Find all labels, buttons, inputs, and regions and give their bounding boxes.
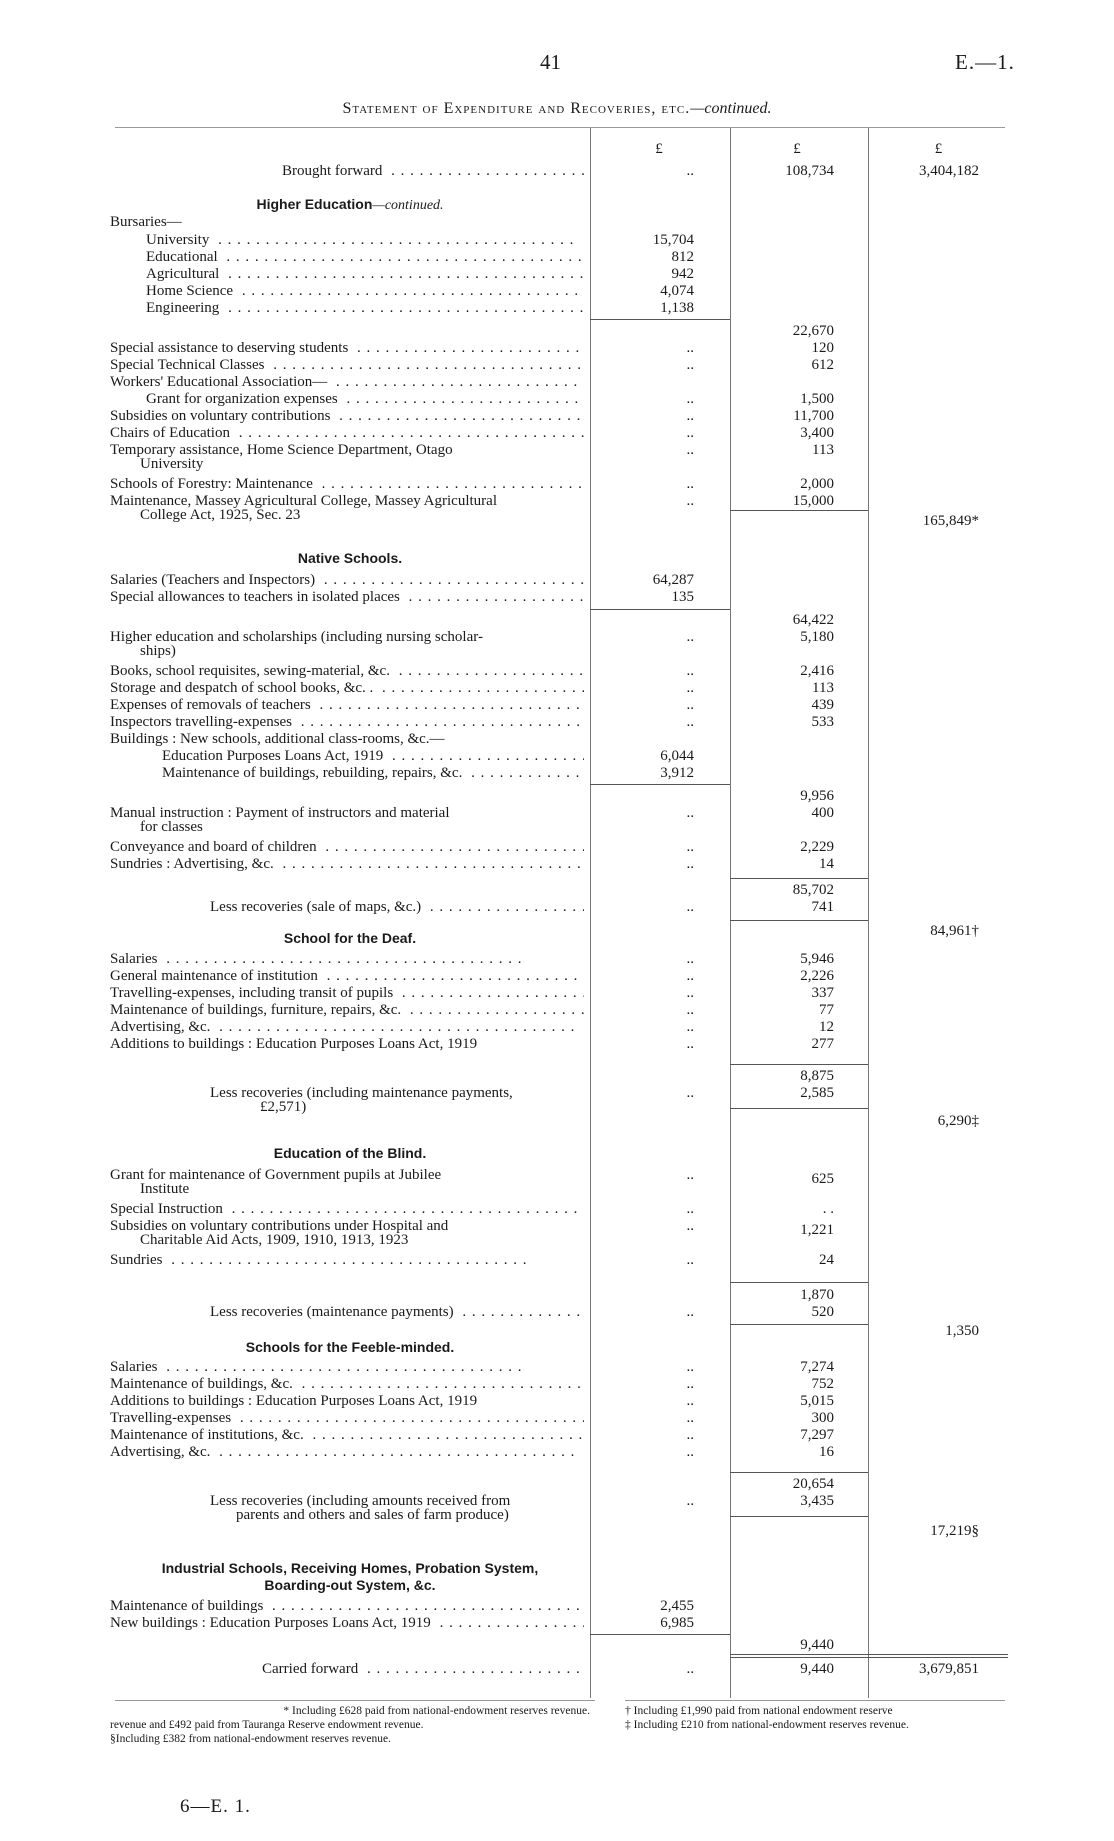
section-heading-text: Schools for the Feeble-minded. <box>245 1339 455 1355</box>
row-label-text: Subsidies on voluntary contributions <box>110 408 334 424</box>
amount-col1: .. <box>686 408 694 424</box>
amount-col1: 6,985 <box>660 1615 694 1631</box>
row-label <box>210 1303 584 1321</box>
amount-col1: 15,704 <box>652 232 694 248</box>
row-label-text: Temporary assistance, Home Science Department, Otago <box>110 442 457 458</box>
row-label <box>110 1426 584 1444</box>
row-label-text: Schools of Forestry: Maintenance <box>110 476 317 492</box>
amount-col2: 14 <box>819 856 834 872</box>
row-label <box>110 713 584 731</box>
row-label <box>262 1660 584 1678</box>
row-label-text: Manual instruction : Payment of instructors and material <box>110 805 454 821</box>
footnote-star: * Including £628 paid from national-endowment reserves revenue. <box>283 1705 590 1717</box>
row-label <box>110 571 584 589</box>
amount-col3: 6,290‡ <box>937 1113 979 1129</box>
row-label <box>162 747 584 765</box>
amount-col2: 16 <box>819 1444 834 1460</box>
amount-col1: .. <box>686 1002 694 1018</box>
row-label-text: Advertising, &c. <box>110 1019 214 1035</box>
footnote-rule-left <box>115 1700 595 1701</box>
amount-col2: 7,274 <box>800 1359 834 1375</box>
row-label-text: Storage and despatch of school books, &c. . <box>110 680 377 696</box>
amount-col2: 64,422 <box>792 612 834 628</box>
row-label-text: Home Science <box>146 283 237 299</box>
row-label <box>110 967 584 985</box>
section-school-for-deaf <box>110 930 590 946</box>
sum-rule <box>590 319 730 320</box>
amount-col1: .. <box>686 1444 694 1460</box>
amount-col2: 5,015 <box>800 1393 834 1409</box>
amount-col1: .. <box>686 805 694 821</box>
amount-col2: 11,700 <box>793 408 834 424</box>
sum-rule <box>590 784 730 785</box>
amount-col1: .. <box>686 629 694 645</box>
row-label <box>110 588 584 606</box>
amount-col2: 337 <box>811 985 834 1001</box>
row-label-text: Agricultural <box>146 266 223 282</box>
row-label <box>110 1392 584 1410</box>
section-industrial-schools-cont <box>110 1577 590 1593</box>
row-label <box>110 339 584 357</box>
amount-col1: 135 <box>671 589 694 605</box>
row-label-text: Additions to buildings : Education Purposes Loans Act, 1919 <box>110 1393 481 1409</box>
row-label <box>110 679 584 697</box>
amount-col1: .. <box>686 1252 694 1268</box>
amount-col2: 9,956 <box>800 788 834 804</box>
row-label-text: Sundries <box>110 1252 167 1268</box>
row-label-text: Travelling-expenses <box>110 1410 235 1426</box>
section-heading-text: Education of the Blind. <box>273 1145 427 1161</box>
row-label-continued: for classes <box>140 819 203 835</box>
row-label-text: Maintenance, Massey Agricultural College, Massey Agricultural <box>110 493 501 509</box>
amount-col2: 612 <box>811 357 834 373</box>
amount-col2: 85,702 <box>792 882 834 898</box>
row-label-text: Salaries (Teachers and Inspectors) <box>110 572 319 588</box>
row-label-text: Special Instruction <box>110 1201 227 1217</box>
amount-col1: .. <box>686 1427 694 1443</box>
row-label <box>146 390 584 408</box>
row-label-text: Advertising, &c. <box>110 1444 214 1460</box>
row-label <box>110 1251 584 1269</box>
sum-rule <box>730 1108 868 1109</box>
amount-col2: 741 <box>811 899 834 915</box>
row-label-text: General maintenance of institution <box>110 968 322 984</box>
amount-col1: .. <box>686 1410 694 1426</box>
row-label-continued: parents and others and sales of farm produce) <box>236 1507 509 1523</box>
row-label-text: Special assistance to deserving students <box>110 340 352 356</box>
row-label-text: Less recoveries (sale of maps, &c.) <box>210 899 425 915</box>
row-label-text: Maintenance of buildings, &c. <box>110 1376 297 1392</box>
section-heading-text: Industrial Schools, Receiving Homes, Probation System, <box>161 1560 539 1576</box>
amount-col1: .. <box>686 357 694 373</box>
amount-col1: .. <box>686 1661 694 1677</box>
section-education-of-blind <box>110 1145 590 1161</box>
row-label-text: Maintenance of buildings, rebuilding, repairs, &c. <box>162 765 466 781</box>
amount-col1: .. <box>686 899 694 915</box>
row-label-text: Salaries <box>110 1359 161 1375</box>
amount-col2: 2,226 <box>800 968 834 984</box>
row-label <box>110 855 584 873</box>
amount-col1: .. <box>686 1304 694 1320</box>
section-feeble-minded <box>110 1339 590 1355</box>
amount-col2: 113 <box>812 680 834 696</box>
amount-col2: 1,870 <box>800 1287 834 1303</box>
row-label <box>110 730 584 748</box>
amount-col1: .. <box>686 1201 694 1217</box>
row-label <box>162 764 584 782</box>
amount-col1: .. <box>686 476 694 492</box>
amount-col1: .. <box>686 1218 694 1234</box>
amount-col1: 2,455 <box>660 1598 694 1614</box>
row-label-text: Special Technical Classes <box>110 357 268 373</box>
col3-currency: £ <box>934 141 943 157</box>
amount-col1: .. <box>686 1493 694 1509</box>
amount-col2: 2,416 <box>800 663 834 679</box>
page-number: 41 <box>540 50 561 74</box>
sum-rule <box>730 1516 868 1517</box>
amount-col1: 3,912 <box>660 765 694 781</box>
amount-col1: 1,138 <box>660 300 694 316</box>
section-heading-text: Higher Education <box>256 196 373 212</box>
amount-col2: 520 <box>811 1304 834 1320</box>
amount-col2: 533 <box>811 714 834 730</box>
row-label-text: Less recoveries (including maintenance payments, <box>210 1085 517 1101</box>
amount-col2: 108,734 <box>785 163 834 179</box>
row-label <box>110 1375 584 1393</box>
row-label-continued: £2,571) <box>260 1099 307 1115</box>
amount-col3: 165,849* <box>922 513 979 529</box>
amount-col1: .. <box>686 391 694 407</box>
sum-rule <box>730 1472 868 1473</box>
row-label-text: Maintenance of institutions, &c. <box>110 1427 308 1443</box>
page-title <box>0 100 1114 118</box>
amount-col1: .. <box>686 1376 694 1392</box>
amount-col1: .. <box>686 968 694 984</box>
amount-col1: .. <box>686 1036 694 1052</box>
footnote-double-dagger: ‡ Including £210 from national-endowment reserves revenue. <box>625 1719 909 1731</box>
amount-col2: 113 <box>812 442 834 458</box>
amount-col2: 24 <box>819 1252 834 1268</box>
row-label-text: Carried forward <box>262 1661 362 1677</box>
amount-col2: 300 <box>811 1410 834 1426</box>
row-label <box>110 1200 584 1218</box>
row-label <box>110 1001 584 1019</box>
row-label <box>110 984 584 1002</box>
row-label-text: Expenses of removals of teachers <box>110 697 315 713</box>
amount-col2: 277 <box>811 1036 834 1052</box>
amount-col1: 6,044 <box>660 748 694 764</box>
amount-col1: .. <box>686 163 694 179</box>
row-label-continued: Institute <box>140 1181 190 1197</box>
sum-rule <box>730 1324 868 1325</box>
section-native-schools <box>110 550 590 566</box>
section-heading-text: Boarding-out System, &c. <box>264 1577 436 1593</box>
row-label-text: Additions to buildings : Education Purposes Loans Act, 1919 <box>110 1036 481 1052</box>
row-label-text: Brought forward <box>282 163 386 179</box>
row-label <box>146 282 584 300</box>
amount-col1: 4,074 <box>660 283 694 299</box>
row-label-text: Maintenance of buildings <box>110 1598 267 1614</box>
row-label <box>110 1597 584 1615</box>
footnote-rule-right <box>625 1700 1005 1701</box>
amount-col1: .. <box>686 1085 694 1101</box>
amount-col2: 625 <box>811 1171 834 1187</box>
signature-mark: 6—E. 1. <box>180 1796 251 1817</box>
amount-col1: .. <box>686 680 694 696</box>
row-label-continued: ships) <box>140 643 176 659</box>
amount-col1: .. <box>686 663 694 679</box>
title-suffix: —continued. <box>690 100 772 117</box>
row-label <box>110 1614 584 1632</box>
row-label-text: Bursaries— <box>110 214 186 230</box>
sum-rule <box>730 878 868 879</box>
row-label-text: Sundries : Advertising, &c. <box>110 856 278 872</box>
amount-col2: 120 <box>811 340 834 356</box>
row-label-text: Engineering <box>146 300 223 316</box>
row-label-text: Maintenance of buildings, furniture, repairs, &c. <box>110 1002 405 1018</box>
row-label-text: Travelling-expenses, including transit of pupils <box>110 985 397 1001</box>
amount-col2: . . <box>822 1201 834 1217</box>
amount-col2: 2,229 <box>800 839 834 855</box>
row-label-text: Special allowances to teachers in isolated places <box>110 589 404 605</box>
row-label <box>146 248 584 266</box>
row-label <box>110 1358 584 1376</box>
amount-col1: .. <box>686 697 694 713</box>
row-label-text: Chairs of Education <box>110 425 234 441</box>
row-label <box>146 299 584 317</box>
row-label-text: Buildings : New schools, additional class-rooms, &c.— <box>110 731 449 747</box>
row-label-text: Higher education and scholarships (including nursing scholar- <box>110 629 487 645</box>
amount-col1: 942 <box>671 266 694 282</box>
row-label-text: Conveyance and board of children <box>110 839 321 855</box>
row-label <box>110 424 584 442</box>
row-label <box>110 1018 584 1036</box>
sum-rule <box>590 609 730 610</box>
row-label <box>110 662 584 680</box>
footnote-dagger: † Including £1,990 paid from national endowment reserve <box>625 1705 893 1717</box>
document-reference: E.—1. <box>955 50 1015 74</box>
row-label-text: University <box>146 232 213 248</box>
amount-col2: 22,670 <box>792 323 834 339</box>
amount-col2: 5,180 <box>800 629 834 645</box>
amount-col2: 2,585 <box>800 1085 834 1101</box>
col2-currency: £ <box>793 141 801 157</box>
row-label <box>146 231 584 249</box>
title-main: Statement of Expenditure and Recoveries, etc. <box>342 100 691 117</box>
amount-col1: .. <box>686 442 694 458</box>
amount-col1: .. <box>686 1393 694 1409</box>
amount-col3: 3,679,851 <box>919 1661 979 1677</box>
footnote-section: §Including £382 from national-endowment reserves revenue. <box>110 1733 392 1745</box>
amount-col2: 1,500 <box>800 391 834 407</box>
amount-col1: .. <box>686 985 694 1001</box>
sum-rule <box>730 1654 1008 1655</box>
sum-rule <box>730 1282 868 1283</box>
row-label <box>110 356 584 374</box>
row-label <box>110 1443 584 1461</box>
section-heading-text: School for the Deaf. <box>283 930 417 946</box>
amount-col1: .. <box>686 951 694 967</box>
amount-col3: 17,219§ <box>930 1523 979 1539</box>
row-label-text: Grant for organization expenses <box>146 391 342 407</box>
header-rule <box>115 127 1005 128</box>
amount-col2: 3,400 <box>800 425 834 441</box>
section-industrial-schools <box>110 1560 590 1576</box>
row-label <box>210 898 584 916</box>
row-label <box>110 407 584 425</box>
amount-col1: .. <box>686 856 694 872</box>
row-label-continued: University <box>140 456 204 472</box>
row-label-text: Workers' Educational Association— <box>110 374 331 390</box>
row-label-text: Less recoveries (including amounts received from <box>210 1493 514 1509</box>
amount-col2: 77 <box>819 1002 834 1018</box>
section-higher-education <box>110 196 590 214</box>
amount-col1: .. <box>686 340 694 356</box>
row-label <box>110 838 584 856</box>
section-heading-text: Native Schools. <box>297 550 403 566</box>
row-label-continued: College Act, 1925, Sec. 23 <box>140 507 301 523</box>
amount-col1: .. <box>686 714 694 730</box>
row-label <box>110 373 584 391</box>
row-label <box>110 696 584 714</box>
column-divider-3 <box>868 128 869 1698</box>
amount-col2: 8,875 <box>800 1068 834 1084</box>
amount-col2: 3,435 <box>800 1493 834 1509</box>
sum-rule <box>730 1064 868 1065</box>
amount-col1: .. <box>686 1019 694 1035</box>
amount-col2: 7,297 <box>800 1427 834 1443</box>
amount-col1: .. <box>686 425 694 441</box>
footnote-star-cont: revenue and £492 paid from Tauranga Reserve endowment revenue. <box>110 1719 424 1731</box>
section-heading-suffix: —continued. <box>372 198 444 213</box>
row-label-text: Grant for maintenance of Government pupils at Jubilee <box>110 1167 445 1183</box>
amount-col2: 15,000 <box>792 493 834 509</box>
amount-col1: .. <box>686 839 694 855</box>
row-label-text: Salaries <box>110 951 161 967</box>
row-label <box>146 265 584 283</box>
row-label <box>282 162 584 180</box>
amount-col2: 400 <box>811 805 834 821</box>
amount-col1: .. <box>686 1359 694 1375</box>
amount-col2: 439 <box>811 697 834 713</box>
sum-rule <box>730 920 868 921</box>
sum-rule <box>590 1634 730 1635</box>
amount-col1: .. <box>686 493 694 509</box>
amount-col3: 1,350 <box>945 1323 979 1339</box>
amount-col1: 64,287 <box>652 572 694 588</box>
row-label <box>110 475 584 493</box>
sum-rule <box>730 1657 1008 1658</box>
row-label-continued: Charitable Aid Acts, 1909, 1910, 1913, 1923 <box>140 1232 409 1248</box>
row-label-text: Subsidies on voluntary contributions under Hospital and <box>110 1218 452 1234</box>
amount-col1: .. <box>686 1167 694 1183</box>
row-label <box>110 950 584 968</box>
row-label <box>110 213 584 231</box>
row-label <box>110 1035 584 1053</box>
amount-col3: 3,404,182 <box>919 163 979 179</box>
row-label-text: Books, school requisites, sewing-material, &c. <box>110 663 394 679</box>
row-label-text: Less recoveries (maintenance payments) <box>210 1304 458 1320</box>
amount-col2: 9,440 <box>800 1637 834 1653</box>
col1-currency: £ <box>655 141 663 157</box>
row-label <box>110 1409 584 1427</box>
amount-col1: 812 <box>671 249 694 265</box>
amount-col2: 12 <box>819 1019 834 1035</box>
amount-col2: 2,000 <box>800 476 834 492</box>
amount-col2: 752 <box>811 1376 834 1392</box>
amount-col3: 84,961† <box>930 923 979 939</box>
row-label-text: Inspectors travelling-expenses <box>110 714 296 730</box>
row-label-text: Educational <box>146 249 222 265</box>
sum-rule <box>730 510 868 511</box>
amount-col2: 1,221 <box>800 1222 834 1238</box>
amount-col2: 9,440 <box>800 1661 834 1677</box>
row-label-text: New buildings : Education Purposes Loans Act, 1919 <box>110 1615 435 1631</box>
amount-col2: 5,946 <box>800 951 834 967</box>
row-label-text: Education Purposes Loans Act, 1919 <box>162 748 387 764</box>
amount-col2: 20,654 <box>792 1476 834 1492</box>
